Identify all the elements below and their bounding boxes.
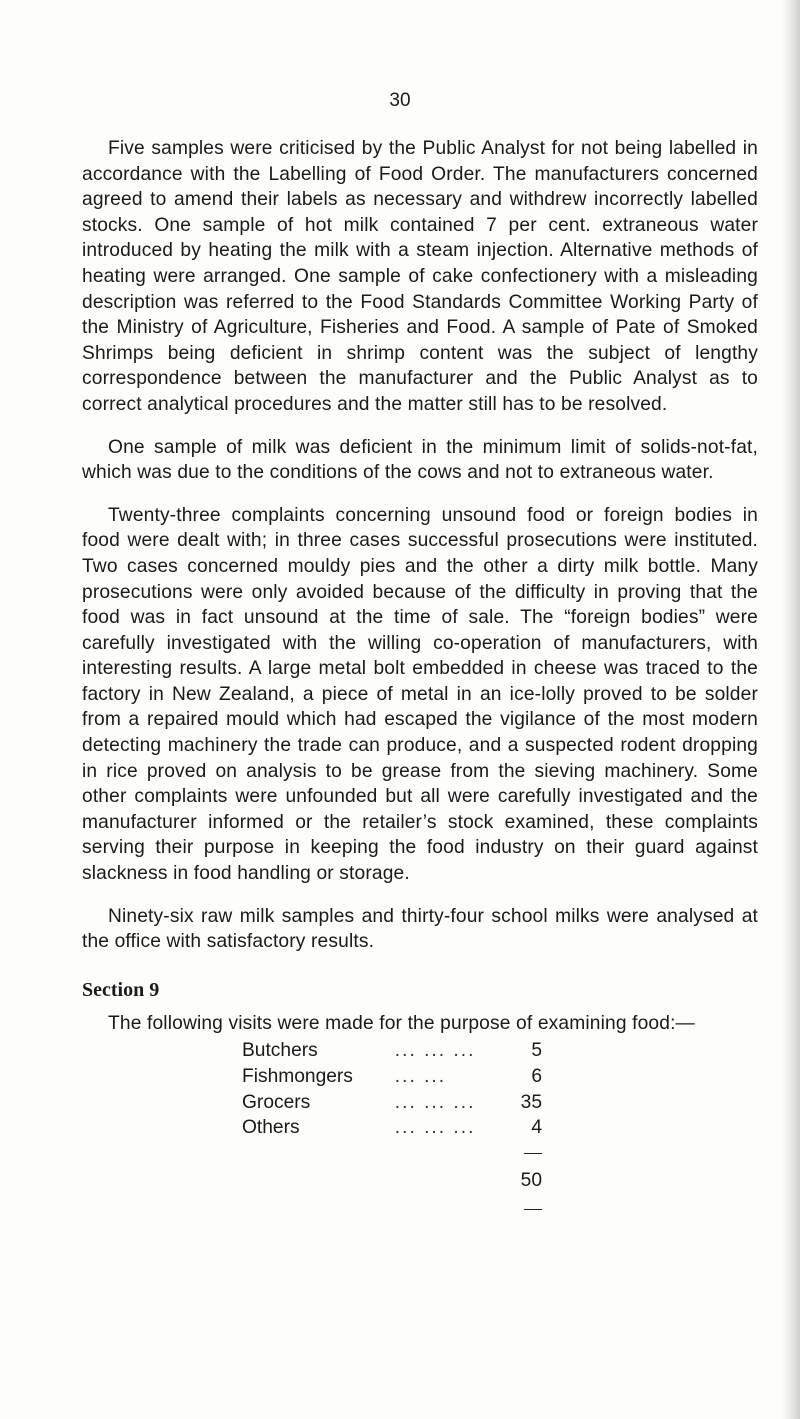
section-intro: The following visits were made for the purpose of examining food:— (108, 1012, 695, 1034)
sum-rule-bottom (524, 1209, 542, 1210)
section-heading: Section 9 (82, 978, 160, 1001)
paragraph-labelling: Five samples were criticised by the Public Analyst for not being labelled in accordance with the Labelling of Food Order. The manufacturers concerned agreed to amend their labels as necessary and withdrew incorrectly labelled stocks. One sample of hot milk contained 7 per cent. extraneous water introduced by heating the milk with a steam injection. Alternative methods of heating were arranged. One sample of cake confectionery with a misleading description was referred to the Food Standards Committee Working Party of the Ministry of Agriculture, Fisheries and Food. A sample of Pate of Smoked Shrimps being deficient in shrimp content was the subject of lengthy correspondence between the manufacturer and the Public Analyst as to correct analytical procedures and the matter still has to be resolved. (82, 138, 758, 415)
paragraph-solids-not-fat: One sample of milk was deficient in the minimum limit of solids-not-fat, which was due to the conditions of the cows and not to extraneous water. (82, 436, 758, 484)
visit-count: 5 (531, 1040, 542, 1062)
visit-count: 4 (531, 1117, 542, 1139)
table-rule-row (242, 1141, 542, 1167)
dot-leader: ... ... ... (394, 1117, 476, 1139)
page-number: 30 (389, 90, 411, 111)
visit-label: Grocers (242, 1091, 311, 1113)
visit-total: 50 (520, 1170, 542, 1192)
dot-leader: ... ... ... (394, 1091, 476, 1113)
visits-table (242, 1038, 542, 1222)
table-row (242, 1115, 542, 1141)
table-row (242, 1038, 542, 1064)
table-rule-row (242, 1196, 542, 1222)
dot-leader: ... ... ... (394, 1040, 476, 1062)
table-row (242, 1064, 542, 1090)
visit-label: Fishmongers (242, 1066, 353, 1087)
visit-count: 6 (531, 1066, 542, 1087)
document-body (82, 136, 758, 1222)
table-row (242, 1090, 542, 1116)
visit-label: Others (242, 1117, 300, 1139)
visit-label: Butchers (242, 1040, 318, 1062)
table-total-row (242, 1166, 542, 1196)
visit-count: 35 (520, 1091, 542, 1113)
page-edge-shadow (782, 0, 800, 1419)
dot-leader: ... ... (394, 1066, 447, 1087)
sum-rule-top (524, 1153, 542, 1154)
paragraph-milk-samples: Ninety-six raw milk samples and thirty-four school milks were analysed at the office with satisfactory results. (82, 905, 758, 953)
paragraph-complaints: Twenty-three complaints concerning unsound food or foreign bodies in food were dealt with; in three cases successful prosecutions were instituted. Two cases concerned mouldy pies and the other a dirty milk bottle. Many prosecutions were only avoided because of the difficulty in proving that the food was in fact unsound at the time of sale. The “foreign bodies” were carefully investigated with the willing co-operation of manufacturers, with interesting results. A large metal bolt embedded in cheese was traced to the factory in New Zealand, a piece of metal in an ice-lolly proved to be solder from a repaired mould which had escaped the vigilance of the most modern detecting machinery the trade can produce, and a suspected rodent dropping in rice proved on analysis to be grease from the sieving machinery. Some other complaints were unfounded but all were carefully investigated and the manufacturer informed or the retailer’s stock examined, these complaints serving their purpose in keeping the food industry on their guard against slackness in food handling or storage. (82, 504, 758, 885)
